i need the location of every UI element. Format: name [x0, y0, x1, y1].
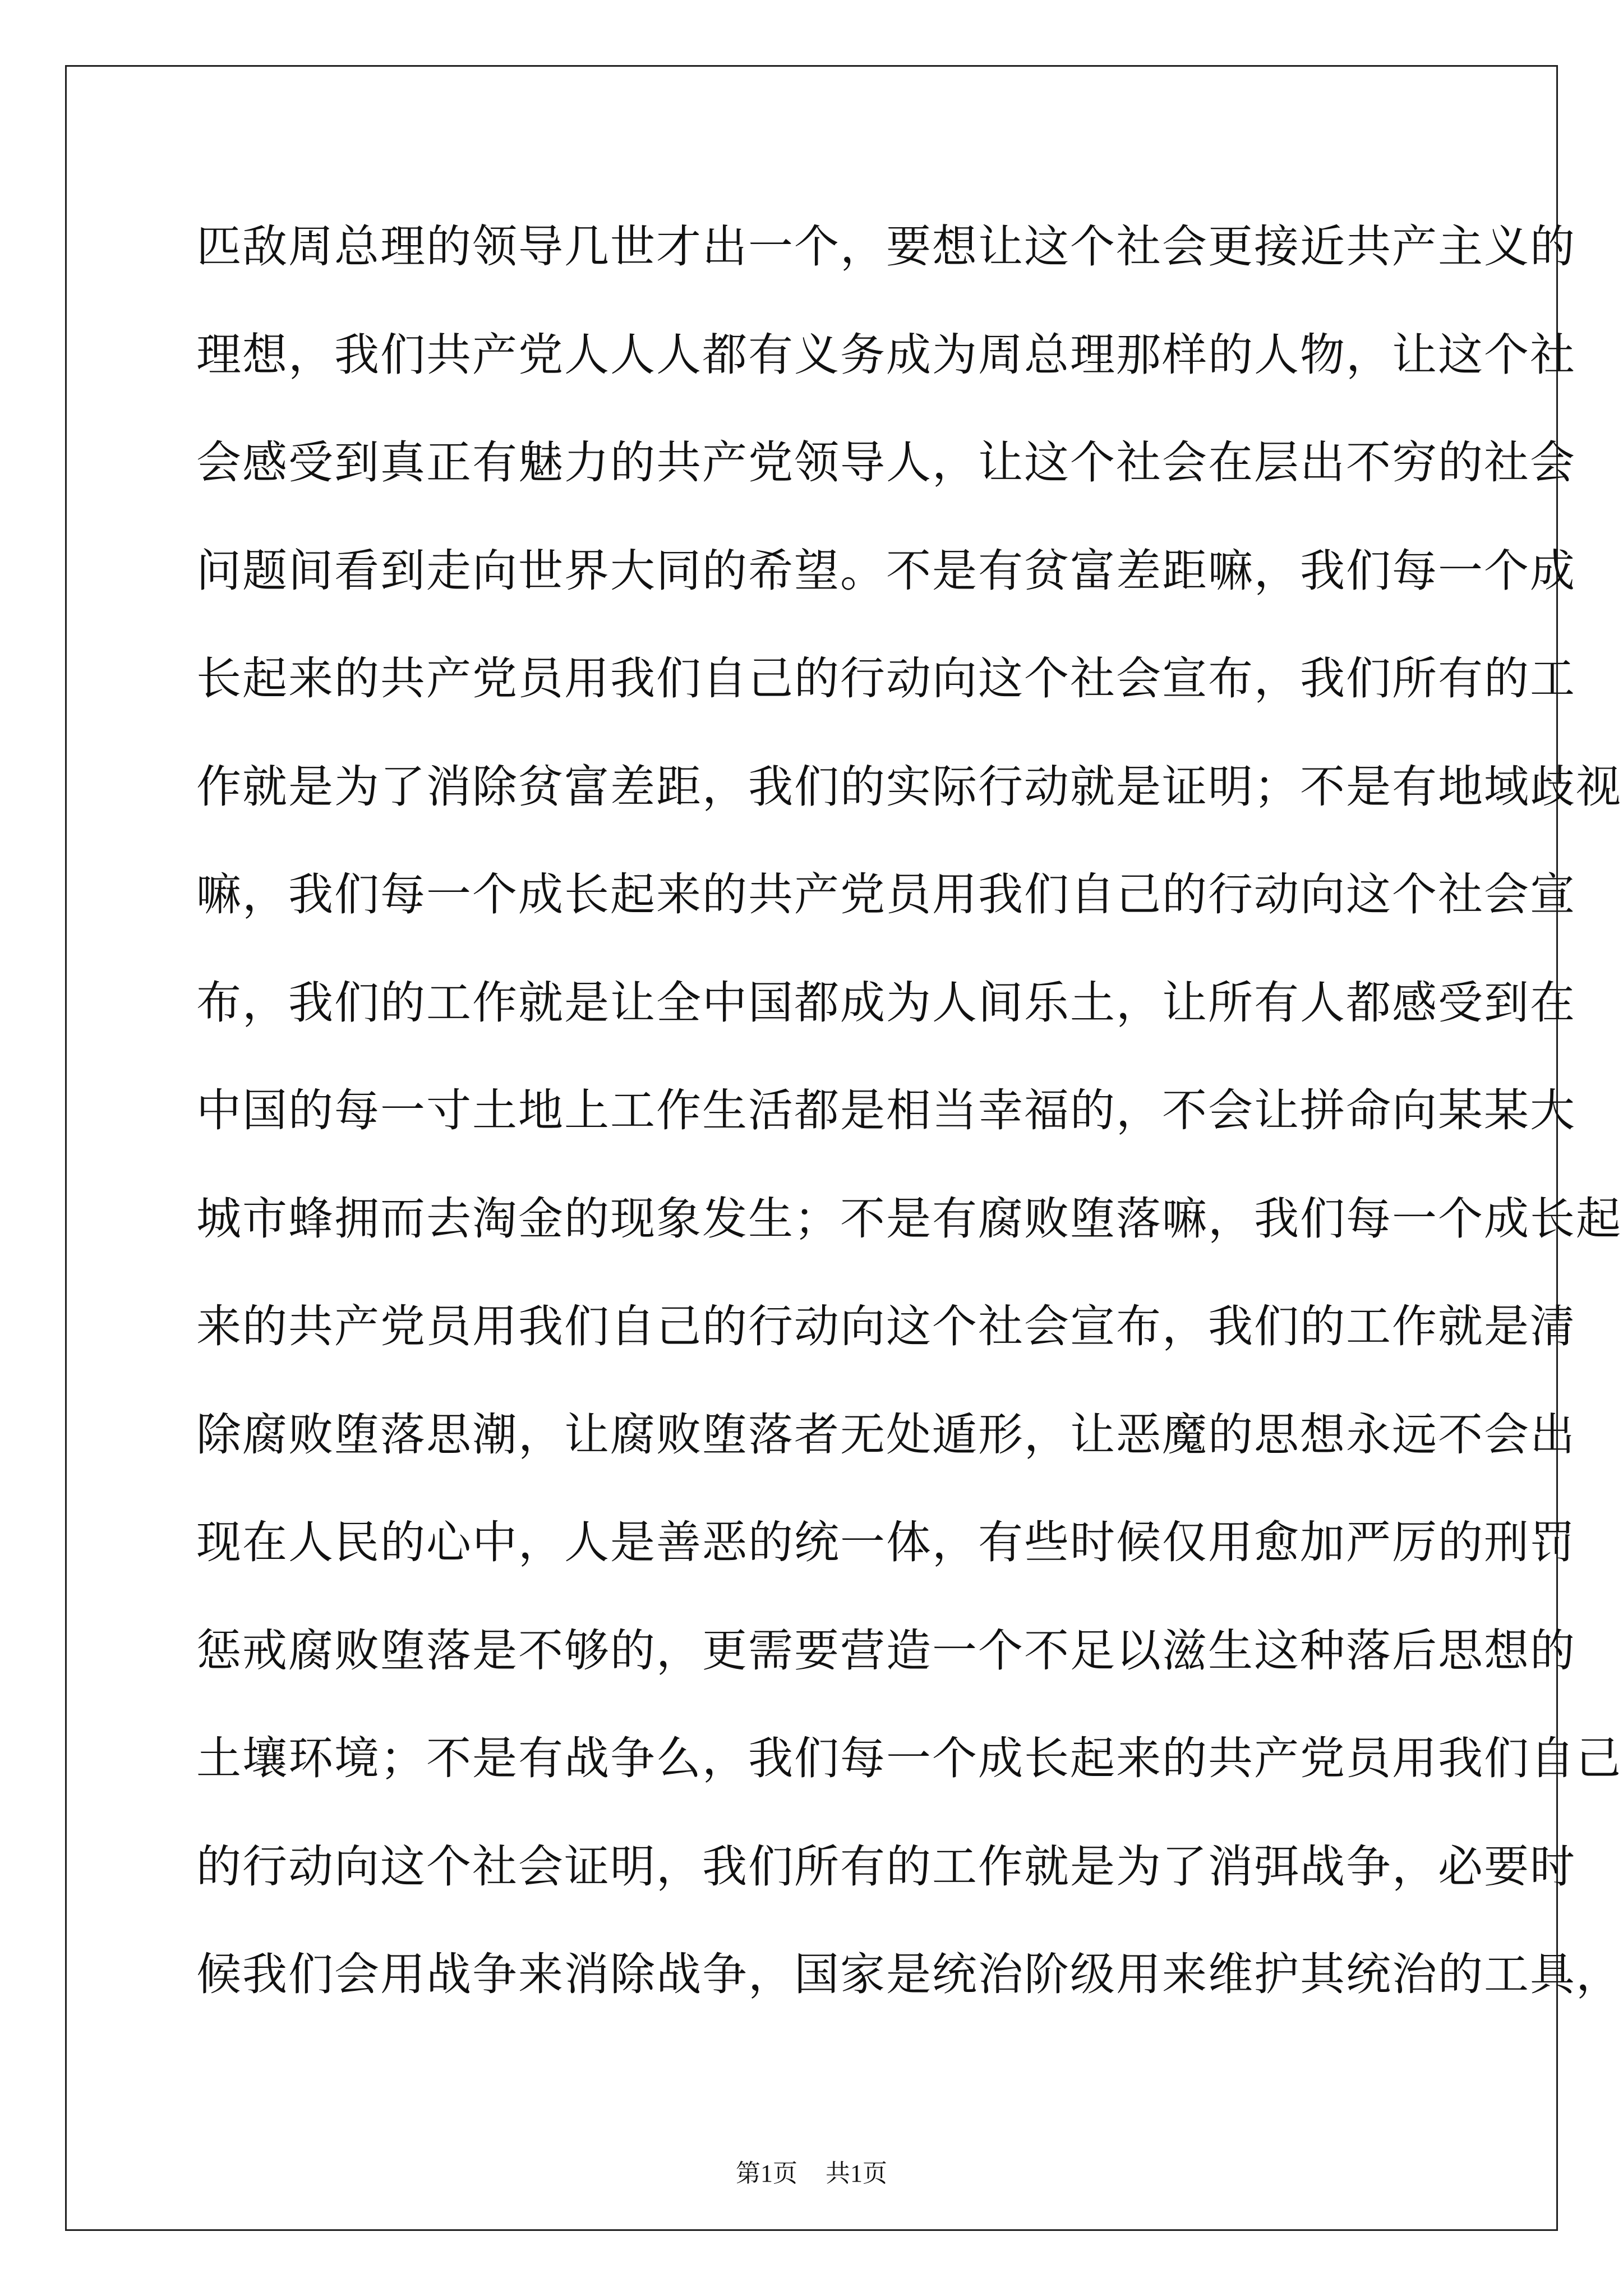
text-line: 现在人民的心中，人是善恶的统一体，有些时候仅用愈加严厉的刑罚	[196, 1516, 1576, 1568]
text-line: 匹敌周总理的领导几世才出一个，要想让这个社会更接近共产主义的	[196, 220, 1576, 273]
text-line: 会感受到真正有魅力的共产党领导人，让这个社会在层出不穷的社会	[196, 436, 1576, 489]
text-line: 问题间看到走向世界大同的希望。不是有贫富差距嘛，我们每一个成	[196, 544, 1576, 597]
text-line: 候我们会用战争来消除战争，国家是统治阶级用来维护其统治的工具，	[196, 1948, 1622, 2000]
document-body	[196, 219, 1622, 2055]
text-line: 中国的每一寸土地上工作生活都是相当幸福的，不会让拼命向某某大	[196, 1084, 1576, 1137]
text-line: 除腐败堕落思潮，让腐败堕落者无处遁形，让恶魔的思想永远不会出	[196, 1408, 1576, 1461]
text-line: 作就是为了消除贫富差距，我们的实际行动就是证明；不是有地域歧视	[196, 760, 1622, 813]
text-line: 长起来的共产党员用我们自己的行动向这个社会宣布，我们所有的工	[196, 652, 1576, 705]
text-line: 来的共产党员用我们自己的行动向这个社会宣布，我们的工作就是清	[196, 1300, 1576, 1352]
text-line: 嘛，我们每一个成长起来的共产党员用我们自己的行动向这个社会宣	[196, 868, 1576, 921]
page-total: 共1页	[826, 2160, 887, 2187]
text-line: 城市蜂拥而去淘金的现象发生；不是有腐败堕落嘛，我们每一个成长起	[196, 1192, 1622, 1245]
text-line: 的行动向这个社会证明，我们所有的工作就是为了消弭战争，必要时	[196, 1840, 1576, 1893]
text-line: 惩戒腐败堕落是不够的，更需要营造一个不足以滋生这种落后思想的	[196, 1624, 1576, 1677]
page-footer	[0, 2153, 1623, 2189]
text-line: 土壤环境；不是有战争么，我们每一个成长起来的共产党员用我们自己	[196, 1732, 1622, 1784]
page-number: 第1页	[736, 2160, 797, 2187]
text-line: 理想，我们共产党人人人都有义务成为周总理那样的人物，让这个社	[196, 328, 1576, 381]
text-line: 布，我们的工作就是让全中国都成为人间乐土，让所有人都感受到在	[196, 976, 1576, 1029]
